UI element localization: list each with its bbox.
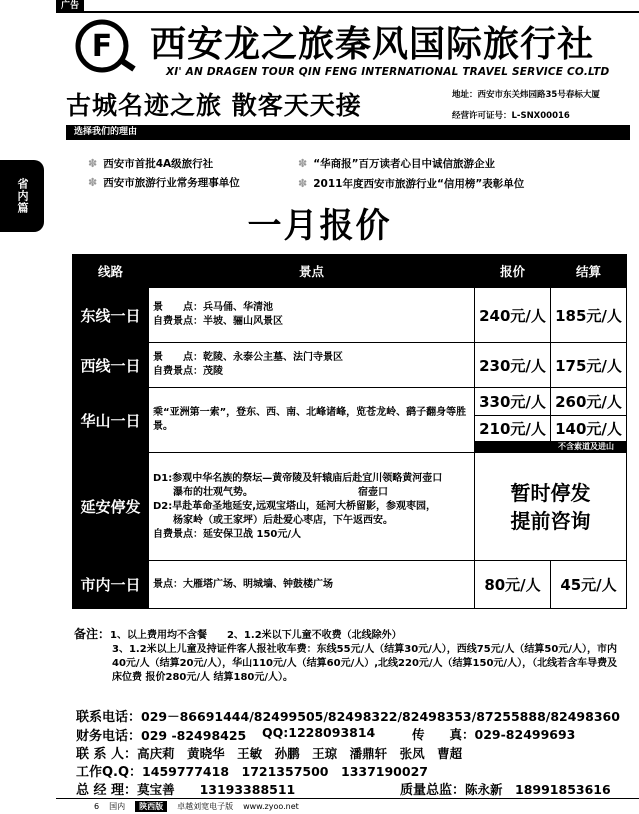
route-spots: 景 点：兵马俑、华清池 自费景点：半坡、骊山风景区 xyxy=(149,288,475,343)
route-price: 210元/人 xyxy=(475,416,551,442)
route-settle: 45元/人 xyxy=(551,561,627,609)
route-settle: 260元/人 xyxy=(551,388,627,416)
route-name: 延安停发 xyxy=(73,453,149,561)
reason-item: ✽ 西安市旅游行业常务理事单位 xyxy=(88,176,240,189)
contact-work-qq: 工作Q.Q：1459777418 1721357500 1337190027 xyxy=(76,764,428,780)
side-tab: 省内篇 xyxy=(0,160,44,232)
page-title: 一月报价 xyxy=(247,206,392,246)
notes-line: 1、以上费用均不含餐 2、1.2米以下儿童不收费（北线除外） xyxy=(110,630,402,641)
table-row xyxy=(73,343,627,388)
route-name: 市内一日 xyxy=(73,561,149,609)
notes-label: 备注： xyxy=(74,627,111,641)
header-settle: 结算 xyxy=(551,255,627,288)
footer-url[interactable]: www.zyoo.net xyxy=(243,802,299,811)
table-header-row xyxy=(73,255,627,288)
logo-letter: F xyxy=(91,29,113,64)
route-price: 80元/人 xyxy=(475,561,551,609)
table-row xyxy=(73,288,627,343)
company-name-en: XI' AN DRAGEN TOUR QIN FENG INTERNATIONAL TRAVEL SERVICE CO.LTD xyxy=(166,66,610,78)
license-number: 经营许可证号：L-SNX00016 xyxy=(452,111,570,121)
suspended-status: 暂时停发 提前咨询 xyxy=(475,453,627,561)
contact-people: 联 系 人：高庆莉 黄晓华 王敏 孙鹏 王琼 潘鼎轩 张凤 曹超 xyxy=(76,746,463,762)
route-price: 230元/人 xyxy=(475,343,551,388)
route-spots: 景点：大雁塔广场、明城墙、钟鼓楼广场 xyxy=(149,561,475,609)
route-price: 240元/人 xyxy=(475,288,551,343)
route-settle: 185元/人 xyxy=(551,288,627,343)
flower-bullet-icon: ✽ xyxy=(88,157,98,170)
route-spots: D1:参观中华名族的祭坛—黄帝陵及轩辕庙后赴宜川领略黄河壶口 瀑布的壮观气势。 宿壶口 D2:早赴革命圣地延安,远观宝塔山，延河大桥留影，参观枣园， 杨家岭（或王家坪）后赴爱心枣店，下午返西安。 自费景点：延安保卫战 150元/人 xyxy=(149,453,475,561)
flower-bullet-icon: ✽ xyxy=(88,176,98,189)
contact-phone: 联系电话：029－86691444/82499505/82498322/82498353/87255888/82498360 xyxy=(76,709,620,725)
page-number: 6 xyxy=(94,802,100,811)
magazine-badge: 陕西版 xyxy=(135,801,167,812)
contact-qq: QQ:1228093814 xyxy=(262,725,376,740)
route-price: 330元/人 xyxy=(475,388,551,416)
route-spots: 乘“亚洲第一索”，登东、西、南、北峰诸峰，览苍龙岭、鹞子翻身等胜景。 xyxy=(149,388,475,453)
route-name: 西线一日 xyxy=(73,343,149,388)
top-rule xyxy=(56,11,639,13)
contact-finance: 财务电话：029 -82498425 xyxy=(76,728,247,744)
ad-tag: 广告 xyxy=(56,0,84,12)
page-footer xyxy=(56,798,639,814)
price-table xyxy=(72,254,627,609)
reason-item: ✽ “华商报”百万读者心目中诚信旅游企业 xyxy=(298,157,496,170)
company-name-cn: 西安龙之旅秦风国际旅行社 xyxy=(150,24,595,65)
section-label: 国内 xyxy=(109,802,126,811)
route-name: 东线一日 xyxy=(73,288,149,343)
table-row xyxy=(73,561,627,609)
notes-line: 3、1.2米以上儿童及持证件客人报社收车费：东线55元/人（结算30元/人），西线75元/人（结算50元/人），市内40元/人（结算20元/人），华山110元/人（结算60元/人）,北线220元/人（结算150元/人），（北线若含车导费及床位费 报价280元/人 结算180元/人）。 xyxy=(112,644,618,683)
reasons-heading: 选择我们的理由 xyxy=(66,125,630,140)
reason-item: ✽ 西安市首批4A级旅行社 xyxy=(88,157,214,170)
header-spots: 景点 xyxy=(149,255,475,288)
cableway-note: 不含索道及进山 xyxy=(475,442,627,453)
notes xyxy=(74,627,624,685)
contact-fax: 传 真：029-82499693 xyxy=(412,727,576,742)
footer-slogan: 卓越刘宽电子版 xyxy=(177,802,234,811)
contact-manager: 总 经 理：莫宝善 13193388511 xyxy=(76,782,296,798)
route-spots: 景 点：乾陵、永泰公主墓、法门寺景区 自费景点：茂陵 xyxy=(149,343,475,388)
flower-bullet-icon: ✽ xyxy=(298,177,308,190)
table-row xyxy=(73,388,627,416)
route-settle: 175元/人 xyxy=(551,343,627,388)
address: 地址：西安市东关炜园路35号春标大厦 xyxy=(452,90,600,100)
reason-item: ✽ 2011年度西安市旅游行业“信用榜”表彰单位 xyxy=(298,177,525,190)
header-price: 报价 xyxy=(475,255,551,288)
slogan: 古城名迹之旅 散客天天接 xyxy=(66,91,362,120)
route-settle: 140元/人 xyxy=(551,416,627,442)
route-name: 华山一日 xyxy=(73,388,149,453)
flower-bullet-icon: ✽ xyxy=(298,157,308,170)
contact-quality: 质量总监：陈永新 18991853616 xyxy=(400,782,611,798)
table-row xyxy=(73,453,627,561)
company-logo xyxy=(72,19,140,73)
header-route: 线路 xyxy=(73,255,149,288)
